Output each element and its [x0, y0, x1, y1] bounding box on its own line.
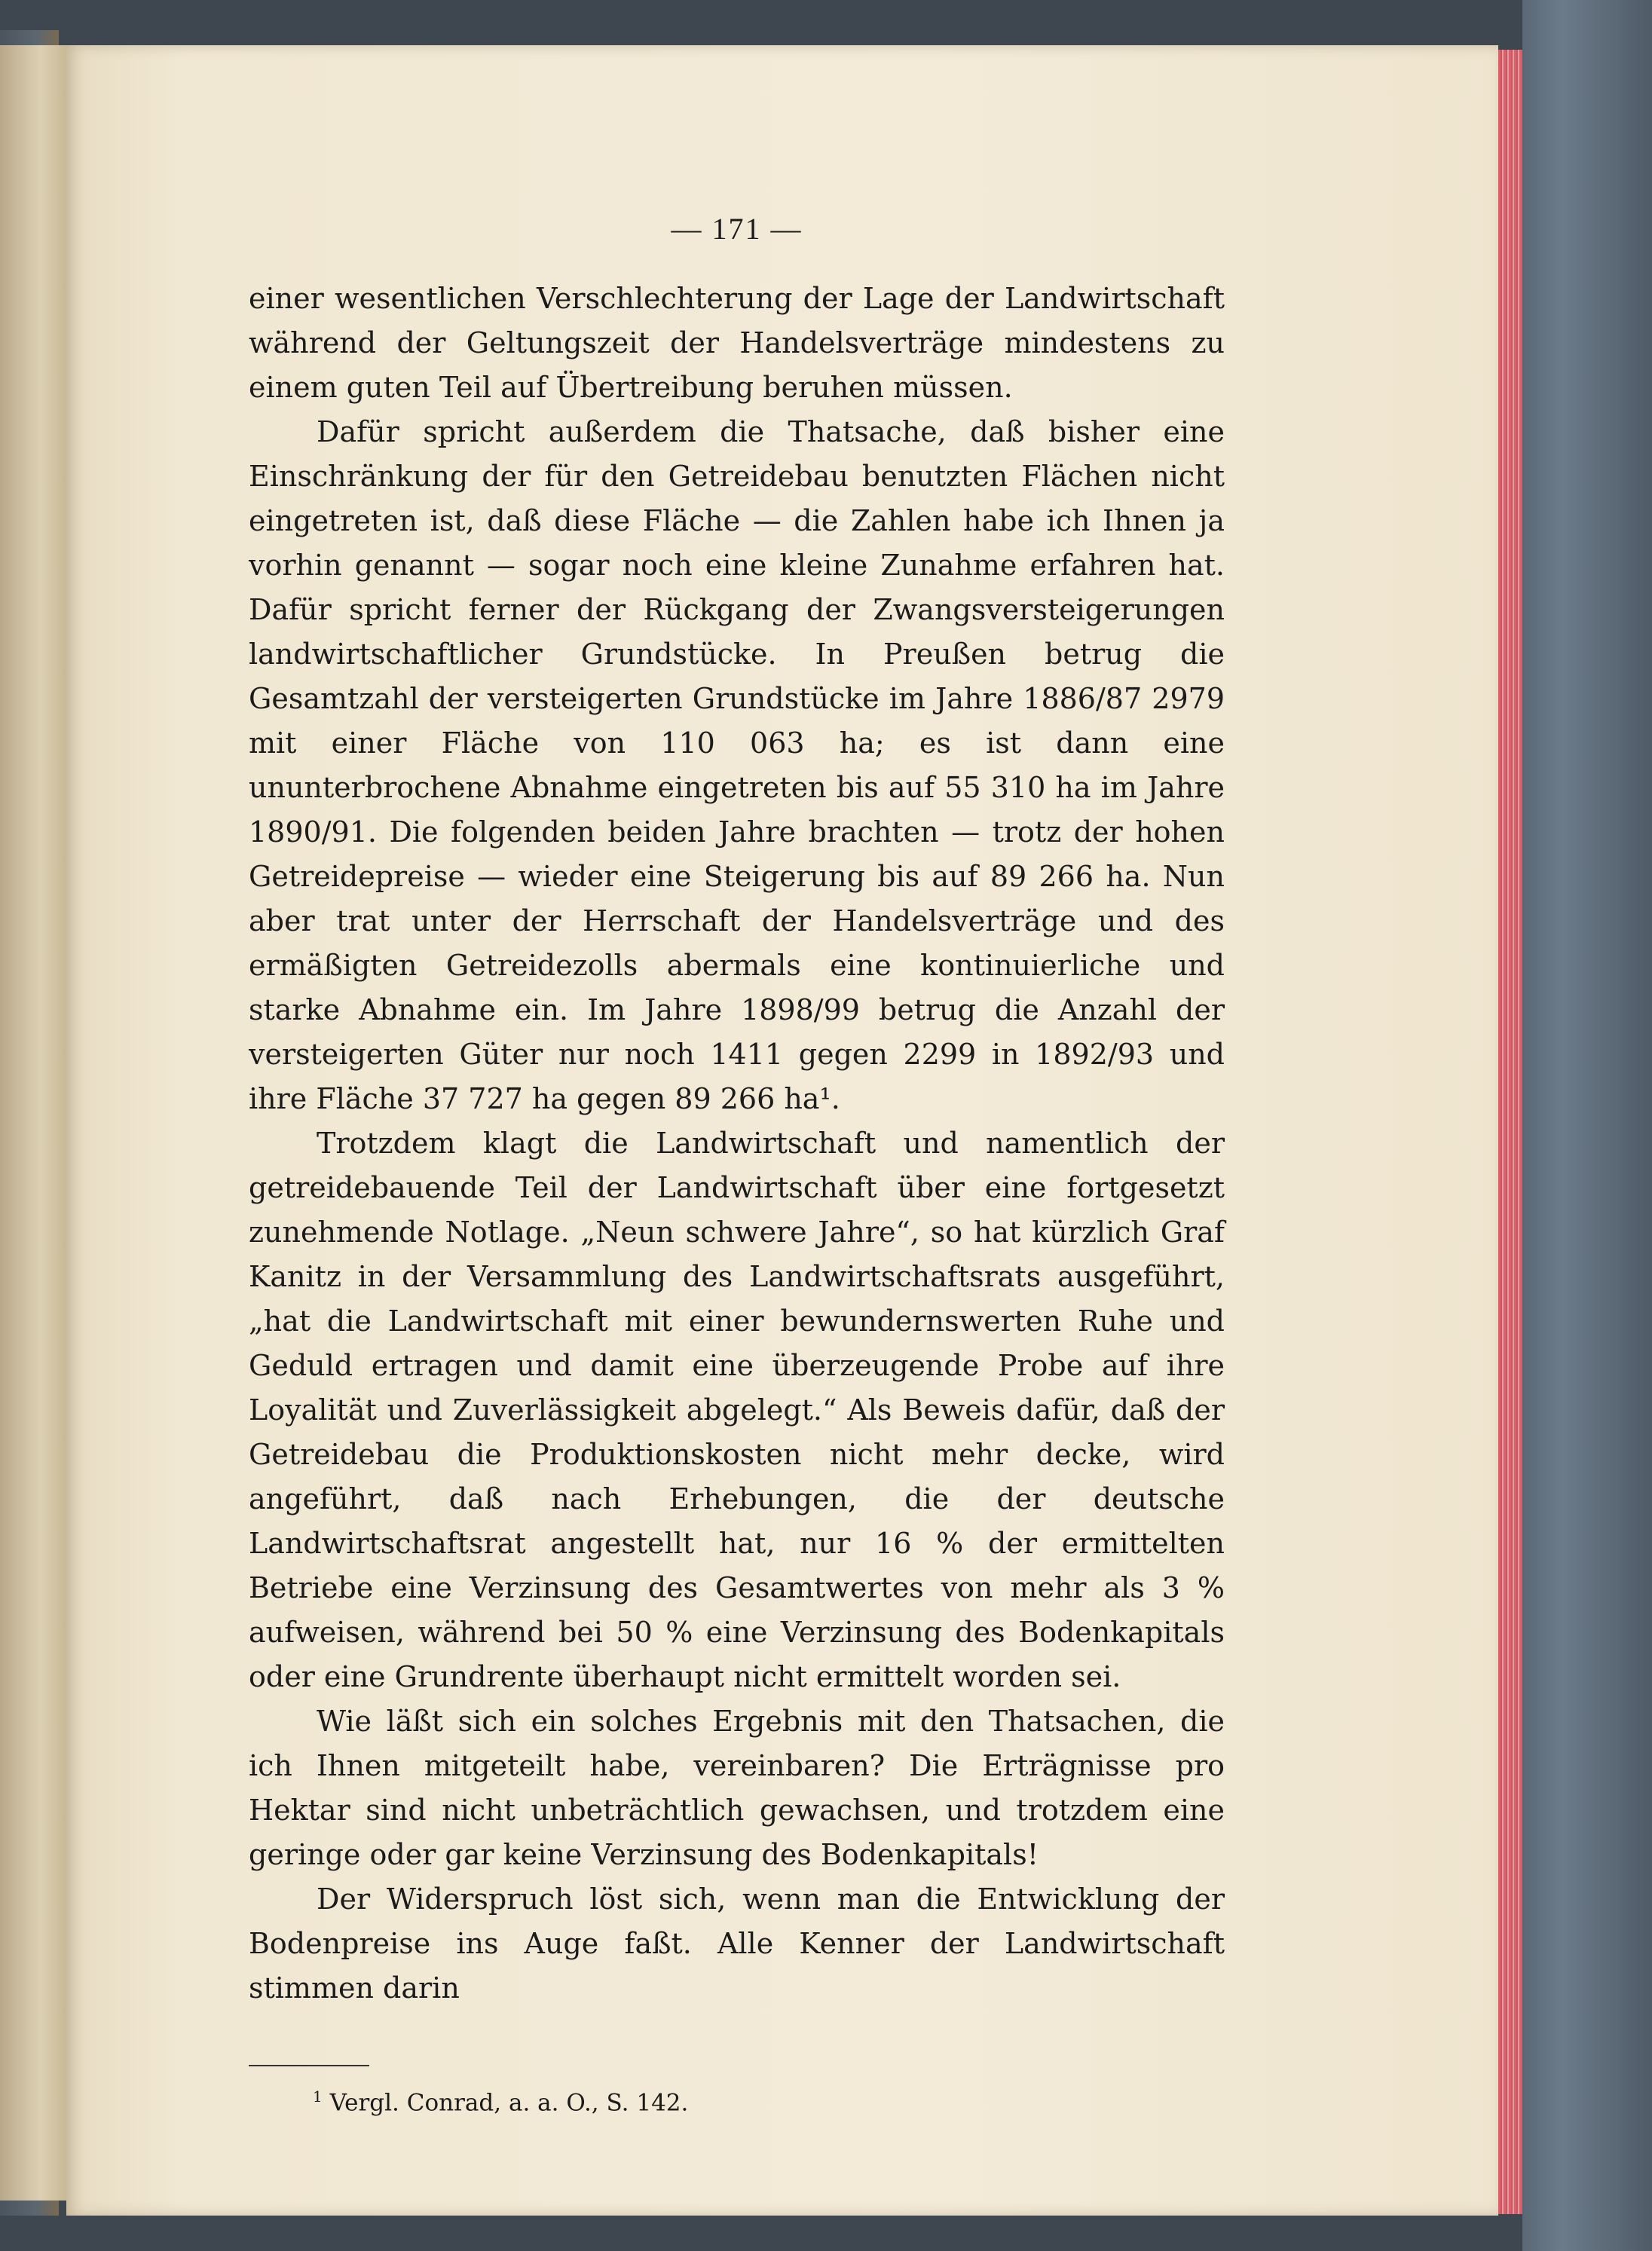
book-cover-right	[1522, 0, 1652, 2251]
page-number: — 171 —	[671, 212, 803, 246]
paragraph-5: Der Widerspruch löst sich, wenn man die Entwicklung der Bodenpreise ins Auge faßt. Alle Kenner der Landwirtschaft stimmen darin	[249, 1882, 1225, 2005]
page-content	[249, 211, 1225, 2119]
previous-page-edge	[0, 45, 68, 2201]
paragraph-3: Trotzdem klagt die Landwirtschaft und namentlich der getreidebauende Teil der Landwirtschaft über eine fortgesetzt zunehmende Notlage. „Neun schwere Jahre“, so hat kürzlich Graf Kanitz in der Versammlung des Landwirtschaftsrats ausgeführt, „hat die Landwirtschaft mit einer bewundernswerten Ruhe und Geduld ertragen und damit eine überzeugende Probe auf ihre Loyalität und Zuverlässigkeit abgelegt.“ Als Beweis dafür, daß der Getreidebau die Produktionskosten nicht mehr decke, wird angeführt, daß nach Erhebungen, die der deutsche Landwirtschaftsrat angestellt hat, nur 16 % der ermittelten Betriebe eine Verzinsung des Gesamtwertes von mehr als 3 % aufweisen, während bei 50 % eine Verzinsung des Bodenkapitals oder eine Grundrente überhaupt nicht ermittelt worden sei.	[249, 1127, 1225, 1693]
paragraph-2: Dafür spricht außerdem die Thatsache, daß bisher eine Einschränkung der für den Getreidebau benutzten Flächen nicht eingetreten ist, daß diese Fläche — die Zahlen habe ich Ihnen ja vorhin genannt — sogar noch eine kleine Zunahme erfahren hat. Dafür spricht ferner der Rückgang der Zwangsversteigerungen landwirtschaftlicher Grundstücke. In Preußen betrug die Gesamtzahl der versteigerten Grundstücke im Jahre 1886/87 2979 mit einer Fläche von 110 063 ha; es ist dann eine ununterbrochene Abnahme eingetreten bis auf 55 310 ha im Jahre 1890/91. Die folgenden beiden Jahre brachten — trotz der hohen Getreidepreise — wieder eine Steigerung bis auf 89 266 ha. Nun aber trat unter der Herrschaft der Handelsverträge und des ermäßigten Getreidezolls abermals eine kontinuierliche und starke Abnahme ein. Im Jahre 1898/99 betrug die Anzahl der versteigerten Güter nur noch 1411 gegen 2299 in 1892/93 und ihre Fläche 37 727 ha gegen 89 266 ha¹.	[249, 415, 1225, 1115]
footnote-marker: 1	[313, 2087, 323, 2106]
page-edges	[1498, 50, 1522, 2214]
paragraph-4: Wie läßt sich ein solches Ergebnis mit den Thatsachen, die ich Ihnen mitgeteilt habe, vereinbaren? Die Erträgnisse pro Hektar sind nicht unbeträchtlich gewachsen, und trotzdem eine geringe oder gar keine Verzinsung des Bodenkapitals!	[249, 1705, 1225, 1871]
paragraph-1: einer wesentlichen Verschlechterung der Lage der Landwirtschaft während der Geltungszeit der Handelsverträge mindestens zu einem guten Teil auf Übertreibung beruhen müssen.	[249, 282, 1225, 404]
footnote-divider	[249, 2065, 369, 2066]
footnote-text: Vergl. Conrad, a. a. O., S. 142.	[329, 2089, 689, 2117]
footnote	[313, 2080, 1225, 2119]
